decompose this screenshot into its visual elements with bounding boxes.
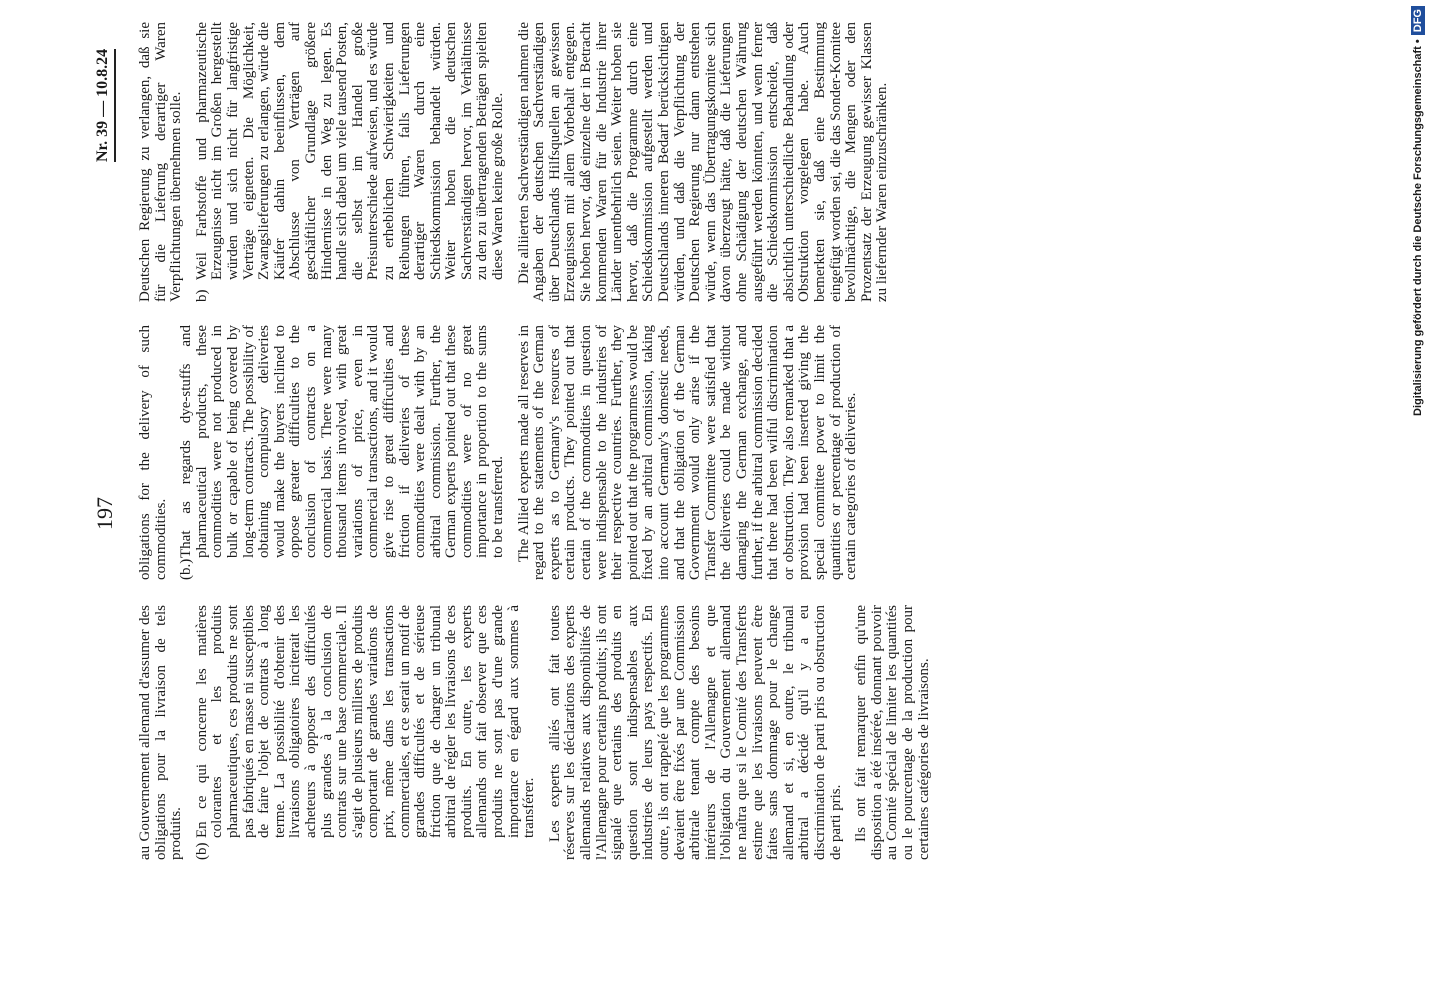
french-paragraph-1: au Gouvernement allemand d'assumer des obligations pour la livraison de tels produits. [137,605,185,860]
digitization-credit [1408,6,1428,996]
english-item-b [179,325,516,580]
english-paragraph-1: obligations for the delivery of such commodities. [137,325,169,580]
page-header [92,0,122,1000]
french-paragraph-4: Ils ont fait remarquer enfin qu'une disposition a été insérée, donnant pouvoir au Comité spécial de limiter les quantités ou le pourcentage de la production pour certaines catégories de livraisons. [853,605,932,860]
item-text: En ce qui concerne les matières colorantes et les produits pharmaceutiques, ces produits ne sont pas fabriqués en masse ni susceptibles de faire l'objet de contrats à long terme. La possibilité d'obtenir des livraisons obligatoires inciterait les acheteurs à opposer des difficultés plus grandes à la conclusion de contrats sur une base commerciale. Il s'agit de plusieurs milliers de produits comportant de grandes variations de prix, même dans les transactions commerciales, et ce serait un motif de grandes difficultés et de sérieuse friction que de charger un tribunal arbitral de régler les livraisons de ces produits. En outre, les experts allemands ont fait observer que ces produits ne sont pas d'une grande importance en égard aux sommes à transférer. [193,605,538,838]
german-item-b [195,22,517,302]
german-paragraph-3: Die alliierten Sachverständigen nahmen die Angaben der deutschen Sachverständigen über Deutschlands Hilfsquellen an gewissen Erzeugnissen mit allem Vorbehalt entgegen. Sie hoben hervor, daß einzelne der in Betracht kommenden Waren für die Industrie ihrer Länder unentbehrlich seien. Weiter hoben sie hervor, daß die Programme durch eine Schiedskommission aufgestellt werden und Deutschlands inneren Bedarf berücksichtigen würden, und daß die Verpflichtung der Deutschen Regierung nur dann entstehen würde, wenn das Übertragungskomitee sich davon überzeugt hätte, daß die Lieferungen ohne Schädigung der deutschen Währung ausgeführt werden könnten, und wenn ferner die Schiedskommission entscheide, daß absichtlich unterschiedliche Behandlung oder Obstruktion vorgelegen habe. Auch bemerkten sie, daß eine Bestimmung eingefügt worden sei, die das Sonder-Komitee bevollmächtige, die Mengen oder den Prozentsatz der Erzeugung gewisser Klassen zu liefernder Waren einzuschränken. [515,22,891,302]
item-label: (b) [193,842,210,860]
english-column [138,325,870,580]
dfg-logo: DFG [1411,6,1425,35]
german-column [138,22,901,302]
issue-label: Nr. 39 — 10.8.24 [94,49,116,162]
french-item-b [195,605,548,860]
item-label: b) [193,289,210,302]
credit-text: Digitalisierung gefördert durch die Deutsche Forschungsgemeinschaft • [1412,39,1424,416]
english-paragraph-3: The Allied experts made all reserves in regard to the statements of the German experts as to Germany's resources of certain products. They pointed out that certain of the commodities in question were indispensable to the industries of their respective countries. Further, they pointed out that the programmes would be fixed by an arbitral commission, taking into account Germany's domestic needs, and that the obligation of the German Government would only arise if the Transfer Committee were satisfied that the deliveries could be made without damaging the German exchange, and further, if the arbitral commission decided that there had been wilful discrimination or obstruction. They also remarked that a provision had been inserted giving the special committee power to limit the quantities or percentage of production of certain categories of deliveries. [515,325,860,580]
german-paragraph-1: Deutschen Regierung zu verlangen, daß sie für die Lieferung derartiger Waren Verpflichtungen übernehmen solle. [137,22,185,302]
item-text: That as regards dye-stuffs and pharmaceutical products, these commodities were not produced in bulk or capable of being covered by long-term contracts. The possibility of obtaining compulsory deliveries would make the buyers inclined to oppose greater difficulties to the conclusion of contracts on a commercial basis. There were many thousand items involved, with great variations of price, even in commercial transactions, and it would give rise to great difficulties and friction if deliveries of these commodities were dealt with by an arbitral commission. Further, the German experts pointed out that these commodities were of no great importance in proportion to the sums to be transferred. [178,325,507,558]
page-number: 197 [92,497,117,530]
credit-text-line [1408,6,1428,996]
item-text: Weil Farbstoffe und pharmazeutische Erzeugnisse nicht im Großen hergestellt würden und sich nicht für langfristige Verträge eigneten. Die Möglichkeit, Zwangslieferungen zu erlangen, würde die Käufer dahin beeinflussen, dem Abschlusse von Verträgen auf geschäftlicher Grundlage größere Hindernisse in den Weg zu legen. Es handle sich dabei um viele tausend Posten, die selbst im Handel große Preisunterschiede aufweisen, und es würde zu erheblichen Schwierigkeiten und Reibungen führen, falls Lieferungen derartiger Waren durch eine Schiedskommission behandelt würden. Weiter hoben die deutschen Sachverständigen hervor, im Verhältnisse zu den zu übertragenden Beträgen spielten diese Waren keine große Rolle. [193,22,507,280]
french-paragraph-3: Les experts alliés ont fait toutes réserves sur les déclarations des experts allemands relatives aux disponibilités de l'Allemagne pour certains produits; ils ont signalé que certains des produits en question sont indispensables aux industries de leurs pays respectifs. En outre, ils ont rappelé que les programmes devaient être fixés par une Commission arbitrale tenant compte des besoins intérieurs de l'Allemagne et que l'obligation du Gouvernement allemand ne naîtra que si le Comité des Transferts estime que les livraisons peuvent être faites sans dommage pour le change allemand et si, en outre, le tribunal arbitral a décidé qu'il y a eu discrimination de parti pris ou obstruction de parti pris. [546,605,844,860]
french-column [138,605,942,860]
item-label: (b.) [178,558,195,580]
